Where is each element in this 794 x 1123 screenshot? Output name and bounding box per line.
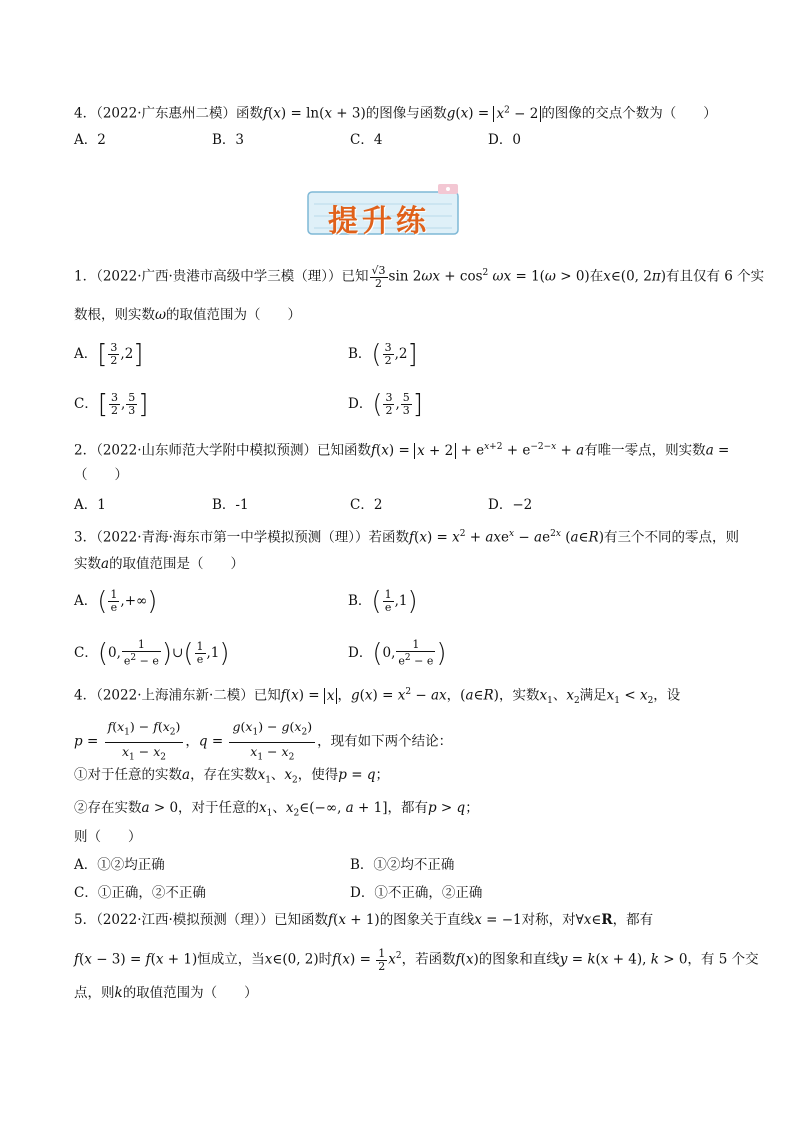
problem-5-stem: 5．（2022·江西·模拟预测（理））已知函数f(x + 1)的图象关于直线x = −1对称，对∀x∈R，都有 <box>74 912 654 928</box>
problem-4-conclusion-1: ①对于任意的实数a，存在实数$x_1$、$x_2$，使得p = q； <box>74 767 389 786</box>
q4a-option-a: A．2 <box>74 132 106 148</box>
q4a-option-c: C．4 <box>350 132 383 148</box>
problem-4-conclusion-2: ②存在实数a > 0，对于任意的$x_1$、$x_2\in(-\infty$, a + 1]，都有p > q； <box>74 800 479 819</box>
p1-option-c: C．[ $\frac{3}{2}$ , $\frac{5}{3}$ ] <box>74 389 149 420</box>
p1-option-b: B．( $\frac{3}{2}$ ,2] <box>348 339 418 370</box>
problem-1-stem: 1．（2022·广西·贵港市高级中学三模（理））已知 $\frac{√3}{2}$ $\sin 2\omega x + \cos^2 \omega x = 1(\omega > 0)$在x∈(0, 2π)有且仅有 6 个实 <box>74 263 765 290</box>
p2-option-c: C．2 <box>350 497 383 513</box>
problem-3-stem: 3．（2022·青海·海东市第一中学模拟预测（理））若函数$f(x) = x^2 + axe^x - ae^{2x}$ (a∈R)有三个不同的零点，则 <box>74 529 739 546</box>
problem-1-stem-line2: 数根，则实数ω的取值范围为（ ） <box>74 307 302 323</box>
p3-option-d: D．(0, $\frac{1}{e^2 - e}$ ) <box>348 638 447 669</box>
p3-option-b: B．( $\frac{1}{e}$ ,1) <box>348 586 418 617</box>
problem-4-then: 则（ ） <box>74 829 142 845</box>
section-banner <box>300 182 470 240</box>
question-4a-stem: 4．（2022·广东惠州二模）函数f(x) = ln(x + 3)的图像与函数$g(x) = x^2 - 2$ 的图像的交点个数为（ ） <box>74 105 717 122</box>
p1-option-d: D．( $\frac{3}{2}$ , $\frac{5}{3}$ ] <box>348 389 423 420</box>
p3-option-c: C．(0, $\frac{1}{e^2 - e}$ )∪( $\frac{1}{e}$ ,1) <box>74 638 230 669</box>
problem-4-stem: 4．（2022·上海浦东新·二模）已知f(x) = x ，$g(x) = x^2$ − ax，(a∈R)，实数$x_1$、$x_2$满足$x_1 < x_2$，设 <box>74 687 681 707</box>
p2-option-b: B．-1 <box>212 497 249 513</box>
p4-option-d: D．①不正确，②正确 <box>350 885 483 901</box>
q4a-option-b: B．3 <box>212 132 245 148</box>
problem-5-stem-line3: 点，则k的取值范围为（ ） <box>74 985 258 1001</box>
problem-5-stem-line2: f(x − 3) = f(x + 1)恒成立，当x∈(0, 2)时f(x) = $\frac{1}{2}$ $x^2$，若函数f(x)的图象和直线y = k(x + 4), k > 0，有 5 个交 <box>74 946 759 973</box>
problem-4-definitions: p = $\frac{f(x_1) - f(x_2)}{x_1 - x_2}$ ，q = $\frac{g(x_1) - g(x_2)}{x_1 - x_2}$ ，现有如下两个结论： <box>74 719 453 762</box>
q4a-option-d: D．0 <box>488 132 521 148</box>
p2-option-d: D．−2 <box>488 497 533 513</box>
p4-option-c: C．①正确，②不正确 <box>74 885 206 901</box>
p3-option-a: A．( $\frac{1}{e}$ ,+∞) <box>74 586 158 617</box>
p4-option-a: A．①②均正确 <box>74 857 165 873</box>
problem-3-stem-line2: 实数a的取值范围是（ ） <box>74 556 245 572</box>
p2-option-a: A．1 <box>74 497 106 513</box>
banner-title: 提升练 <box>328 204 430 239</box>
p1-option-a: A．[ $\frac{3}{2}$ ,2] <box>74 339 144 370</box>
p4-option-b: B．①②均不正确 <box>350 857 455 873</box>
problem-2-stem-line2: （ ） <box>74 467 128 483</box>
problem-2-stem: 2．（2022·山东师范大学附中模拟预测）已知函数$f(x) = x + 2 + e^{x+2} + e^{-2-x} + a$有唯一零点，则实数a = <box>74 442 730 459</box>
